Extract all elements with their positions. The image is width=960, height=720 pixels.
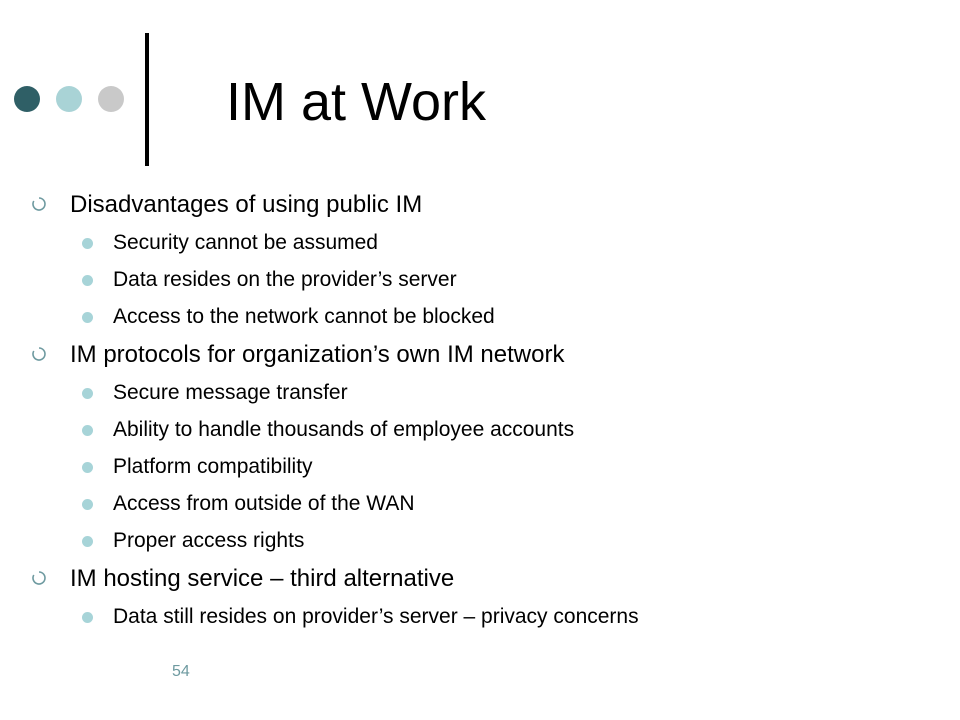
page-number: 54 [172, 663, 190, 680]
list-item [0, 411, 960, 448]
section-heading-text: IM hosting service – third alternative [70, 565, 455, 593]
slide-title: IM at Work [226, 72, 487, 132]
bullet-dot-icon [82, 536, 93, 547]
list-item [0, 224, 960, 261]
list-item-text: Data resides on the provider’s server [113, 267, 457, 291]
section-heading-disadvantages [0, 188, 960, 224]
list-item [0, 448, 960, 485]
bullet-dot-icon [82, 275, 93, 286]
list-item [0, 485, 960, 522]
slide-content [0, 188, 960, 635]
title-divider-line [145, 33, 149, 166]
list-item [0, 598, 960, 635]
section-heading-text: IM protocols for organization’s own IM network [70, 341, 565, 369]
list-item [0, 522, 960, 559]
bullet-swirl-icon [31, 196, 47, 212]
section-heading-hosting [0, 562, 960, 598]
bullet-swirl-icon [31, 570, 47, 586]
list-item-text: Security cannot be assumed [113, 231, 378, 254]
list-item-text: Access to the network cannot be blocked [113, 304, 495, 328]
bullet-swirl-icon [31, 346, 47, 362]
list-item-text: Ability to handle thousands of employee accounts [113, 418, 575, 442]
grey-dot-icon [98, 86, 124, 112]
bullet-dot-icon [82, 425, 93, 436]
dark-teal-dot-icon [14, 86, 40, 112]
list-item-text: Platform compatibility [113, 454, 313, 478]
decorative-dots [14, 86, 124, 114]
section-heading-text: Disadvantages of using public IM [70, 191, 423, 218]
bullet-dot-icon [82, 388, 93, 399]
bullet-dot-icon [82, 312, 93, 323]
list-item-text: Access from outside of the WAN [113, 491, 415, 515]
list-item [0, 374, 960, 411]
light-teal-dot-icon [56, 86, 82, 112]
section-heading-protocols [0, 338, 960, 374]
bullet-dot-icon [82, 612, 93, 623]
list-item [0, 261, 960, 298]
list-item-text: Data still resides on provider’s server – privacy concerns [113, 605, 639, 629]
list-item-text: Proper access rights [113, 528, 305, 552]
bullet-dot-icon [82, 462, 93, 473]
list-item [0, 298, 960, 335]
bullet-dot-icon [82, 238, 93, 249]
bullet-dot-icon [82, 499, 93, 510]
list-item-text: Secure message transfer [113, 381, 348, 405]
